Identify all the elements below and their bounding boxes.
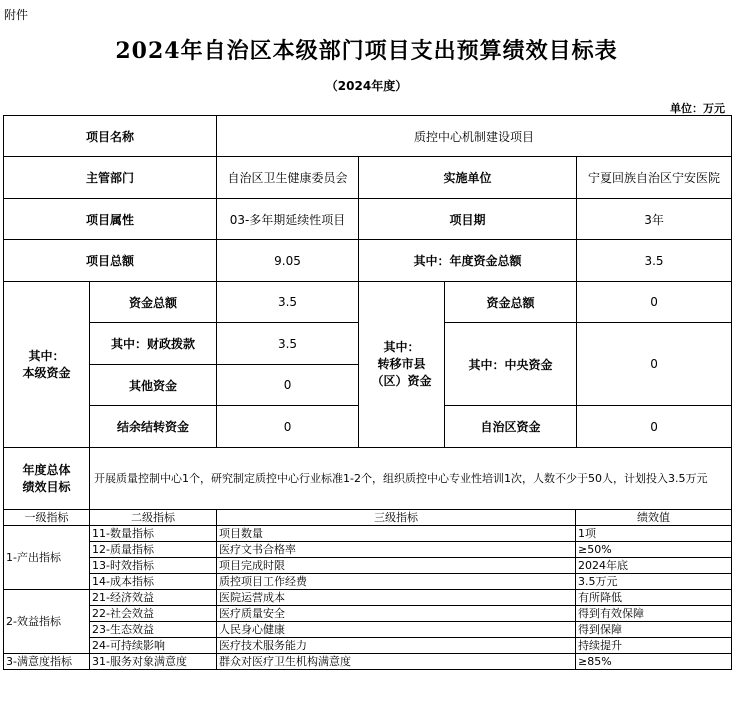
page-title: 2024年自治区本级部门项目支出预算绩效目标表 bbox=[115, 38, 618, 64]
level3-cell: 人民身心健康 bbox=[217, 622, 576, 638]
level3-cell: 项目数量 bbox=[217, 526, 576, 542]
transfer-total-value: 0 bbox=[577, 282, 732, 323]
attr-value: 03-多年期延续性项目 bbox=[217, 199, 359, 240]
level3-cell: 群众对医疗卫生机构满意度 bbox=[217, 654, 576, 670]
transfer-total-label: 资金总额 bbox=[445, 282, 577, 323]
central-label: 其中：中央资金 bbox=[445, 323, 577, 406]
level1-cell: 1-产出指标 bbox=[4, 526, 90, 590]
other-funds-label: 其他资金 bbox=[90, 365, 217, 406]
attr-label: 项目属性 bbox=[4, 199, 217, 240]
header-level1: 一级指标 bbox=[4, 510, 90, 526]
value-cell: ≥85% bbox=[576, 654, 732, 670]
indicator-table bbox=[3, 509, 732, 670]
header-level3: 三级指标 bbox=[217, 510, 576, 526]
level2-cell: 31-服务对象满意度 bbox=[90, 654, 217, 670]
local-total-label: 资金总额 bbox=[90, 282, 217, 323]
attachment-label: 附件 bbox=[4, 8, 29, 22]
level2-cell: 11-数量指标 bbox=[90, 526, 217, 542]
impl-label: 实施单位 bbox=[359, 157, 577, 199]
table-row bbox=[4, 638, 732, 654]
budget-info-table bbox=[3, 115, 732, 510]
fiscal-label: 其中：财政拨款 bbox=[90, 323, 217, 365]
value-cell: 有所降低 bbox=[576, 590, 732, 606]
value-cell: 持续提升 bbox=[576, 638, 732, 654]
level1-cell: 3-满意度指标 bbox=[4, 654, 90, 670]
level3-cell: 医疗技术服务能力 bbox=[217, 638, 576, 654]
region-funds-label: 自治区资金 bbox=[445, 406, 577, 448]
local-total-value: 3.5 bbox=[217, 282, 359, 323]
fiscal-value: 3.5 bbox=[217, 323, 359, 365]
value-cell: 1项 bbox=[576, 526, 732, 542]
other-funds-value: 0 bbox=[217, 365, 359, 406]
annual-total-label: 其中：年度资金总额 bbox=[359, 240, 577, 282]
table-row bbox=[4, 654, 732, 670]
impl-value: 宁夏回族自治区宁安医院 bbox=[577, 157, 732, 199]
level2-cell: 14-成本指标 bbox=[90, 574, 217, 590]
table-row bbox=[4, 526, 732, 542]
value-cell: 2024年底 bbox=[576, 558, 732, 574]
carryover-label: 结余结转资金 bbox=[90, 406, 217, 448]
total-label: 项目总额 bbox=[4, 240, 217, 282]
table-row bbox=[4, 542, 732, 558]
level2-cell: 22-社会效益 bbox=[90, 606, 217, 622]
local-funds-label: 其中： 本级资金 bbox=[4, 282, 90, 448]
value-cell: 3.5万元 bbox=[576, 574, 732, 590]
goal-label: 年度总体 绩效目标 bbox=[4, 448, 90, 510]
page-subtitle: （2024年度） bbox=[325, 79, 408, 93]
total-value: 9.05 bbox=[217, 240, 359, 282]
level1-cell: 2-效益指标 bbox=[4, 590, 90, 654]
dept-value: 自治区卫生健康委员会 bbox=[217, 157, 359, 199]
value-cell: ≥50% bbox=[576, 542, 732, 558]
level3-cell: 质控项目工作经费 bbox=[217, 574, 576, 590]
level3-cell: 医疗文书合格率 bbox=[217, 542, 576, 558]
table-row bbox=[4, 558, 732, 574]
value-cell: 得到保障 bbox=[576, 622, 732, 638]
table-row bbox=[4, 606, 732, 622]
level3-cell: 项目完成时限 bbox=[217, 558, 576, 574]
header-level2: 二级指标 bbox=[90, 510, 217, 526]
dept-label: 主管部门 bbox=[4, 157, 217, 199]
table-row bbox=[4, 574, 732, 590]
period-label: 项目期 bbox=[359, 199, 577, 240]
region-funds-value: 0 bbox=[577, 406, 732, 448]
goal-text: 开展质量控制中心1个，研究制定质控中心行业标准1-2个，组织质控中心专业性培训1次，人数不少于50人，计划投入3.5万元 bbox=[90, 448, 732, 510]
level3-cell: 医疗质量安全 bbox=[217, 606, 576, 622]
transfer-funds-label: 其中： 转移市县 （区）资金 bbox=[359, 282, 445, 448]
central-value: 0 bbox=[577, 323, 732, 406]
level3-cell: 医院运营成本 bbox=[217, 590, 576, 606]
unit-label: 单位：万元 bbox=[670, 102, 725, 115]
value-cell: 得到有效保障 bbox=[576, 606, 732, 622]
level2-cell: 12-质量指标 bbox=[90, 542, 217, 558]
table-row bbox=[4, 622, 732, 638]
project-name-value: 质控中心机制建设项目 bbox=[217, 116, 732, 157]
level2-cell: 13-时效指标 bbox=[90, 558, 217, 574]
table-row bbox=[4, 590, 732, 606]
carryover-value: 0 bbox=[217, 406, 359, 448]
level2-cell: 21-经济效益 bbox=[90, 590, 217, 606]
project-name-label: 项目名称 bbox=[4, 116, 217, 157]
annual-total-value: 3.5 bbox=[577, 240, 732, 282]
level2-cell: 23-生态效益 bbox=[90, 622, 217, 638]
period-value: 3年 bbox=[577, 199, 732, 240]
level2-cell: 24-可持续影响 bbox=[90, 638, 217, 654]
header-value: 绩效值 bbox=[576, 510, 732, 526]
